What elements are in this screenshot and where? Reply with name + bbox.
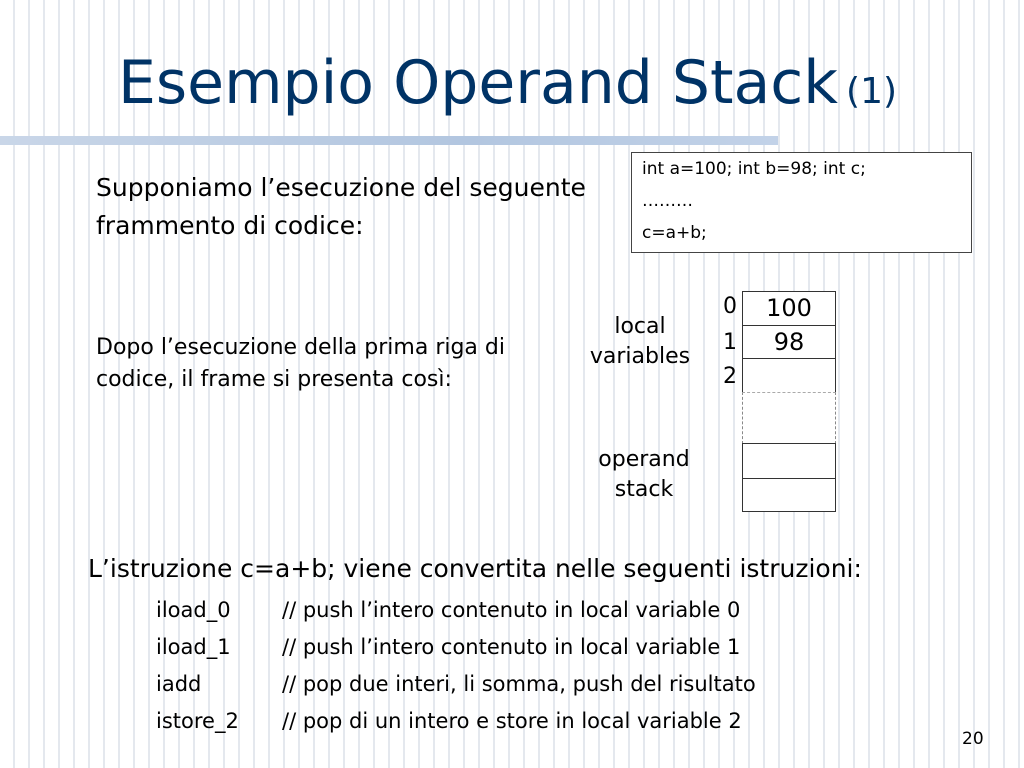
instruction-row [156, 668, 756, 705]
intro-paragraph: Supponiamo l’esecuzione del seguente frammento di codice: [96, 173, 586, 240]
frame-description: Dopo l’esecuzione della prima riga di codice, il frame si presenta così: [96, 335, 505, 392]
code-line: c=a+b; [642, 223, 707, 243]
local-index: 2 [723, 364, 737, 389]
instruction-row [156, 631, 756, 668]
local-index: 0 [723, 294, 737, 319]
local-variable-cell: 100 [742, 291, 836, 326]
instruction-op: iload_0 [156, 598, 231, 622]
instruction-op: istore_2 [156, 709, 239, 733]
slide-title [118, 48, 897, 118]
instruction-comment: // push l’intero contenuto in local variable 0 [282, 598, 741, 622]
operand-stack-label: operand stack [598, 447, 690, 502]
instruction-comment: // pop di un intero e store in local variable 2 [282, 709, 742, 733]
instruction-comment: // push l’intero contenuto in local variable 1 [282, 635, 741, 659]
instruction-comment: // pop due interi, li somma, push del risultato [282, 672, 756, 696]
instruction-row [156, 705, 756, 742]
instruction-op: iload_1 [156, 635, 231, 659]
title-suffix: (1) [846, 71, 898, 112]
local-index: 1 [723, 330, 737, 355]
instruction-op: iadd [156, 672, 202, 696]
local-variable-cell [742, 358, 836, 393]
code-box [631, 152, 972, 253]
operand-stack-cell [742, 478, 836, 512]
instruction-list [156, 594, 756, 742]
page-number: 20 [962, 729, 984, 749]
instruction-intro: L’istruzione c=a+b; viene convertita nelle seguenti istruzioni: [88, 554, 862, 583]
code-line: ……… [642, 191, 693, 211]
operand-stack-cell [742, 443, 836, 479]
instruction-row [156, 594, 756, 631]
title-underline [0, 136, 778, 145]
frame-gap [742, 392, 836, 444]
title-text: Esempio Operand Stack [118, 48, 839, 118]
code-line: int a=100; int b=98; int c; [642, 159, 866, 179]
local-variable-cell: 98 [742, 325, 836, 359]
local-variables-label: local variables [589, 314, 691, 369]
